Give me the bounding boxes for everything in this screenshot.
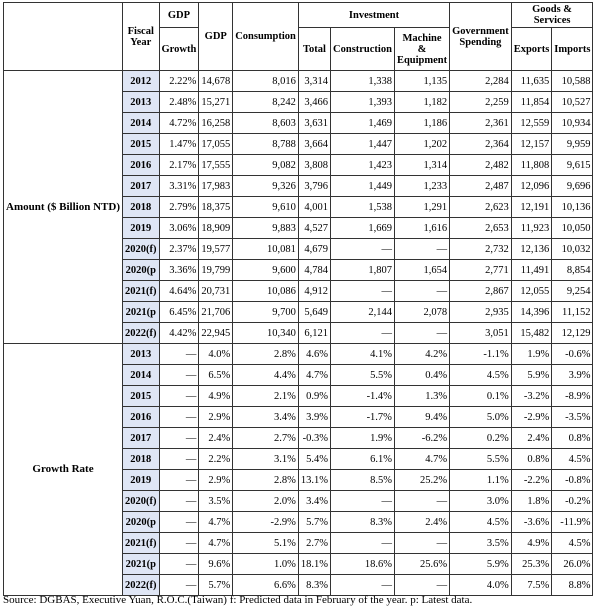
construction-cell: -1.7% [331,407,395,428]
imports-cell: 10,588 [552,71,593,92]
total-cell: 6,121 [298,323,330,344]
exports-cell: 1.9% [511,344,552,365]
imports-cell: -11.9% [552,512,593,533]
machine-cell: 1,616 [394,218,449,239]
consumption-cell: -2.9% [233,512,299,533]
gdp-cell: 18,375 [199,197,233,218]
gdp-cell: 2.2% [199,449,233,470]
exports-cell: 12,055 [511,281,552,302]
growth-cell: — [159,365,199,386]
government-cell: 5.0% [450,407,512,428]
year-cell: 2019 [123,218,160,239]
total-cell: 2.7% [298,533,330,554]
consumption-cell: 5.1% [233,533,299,554]
imports-cell: 9,696 [552,176,593,197]
machine-cell: 1,202 [394,134,449,155]
exports-cell: 11,491 [511,260,552,281]
consumption-cell: 9,610 [233,197,299,218]
gdp-amount-header: GDP [199,3,233,71]
consumption-cell: 2.7% [233,428,299,449]
imports-cell: 9,254 [552,281,593,302]
machine-cell: 25.6% [394,554,449,575]
imports-cell: -0.2% [552,491,593,512]
total-cell: 4.6% [298,344,330,365]
consumption-cell: 10,081 [233,239,299,260]
total-cell: 3,631 [298,113,330,134]
growth-cell: — [159,428,199,449]
exports-cell: 11,635 [511,71,552,92]
consumption-cell: 3.4% [233,407,299,428]
machine-cell: 1,291 [394,197,449,218]
construction-cell: — [331,239,395,260]
machine-cell: 1,186 [394,113,449,134]
construction-cell: 1,538 [331,197,395,218]
exports-cell: 11,808 [511,155,552,176]
construction-cell: — [331,575,395,596]
gdp-cell: 19,577 [199,239,233,260]
machine-cell: -6.2% [394,428,449,449]
table-row [4,344,593,365]
construction-cell: 5.5% [331,365,395,386]
fiscal-year-header: Fiscal Year [123,3,160,71]
government-cell: 3.0% [450,491,512,512]
government-cell: -1.1% [450,344,512,365]
government-cell: 2,364 [450,134,512,155]
total-cell: 3,314 [298,71,330,92]
gdp-cell: 17,555 [199,155,233,176]
government-cell: 5.9% [450,554,512,575]
consumption-cell: 2.1% [233,386,299,407]
consumption-cell: 8,603 [233,113,299,134]
exports-cell: 7.5% [511,575,552,596]
investment-header: Investment [298,3,449,28]
government-cell: 2,482 [450,155,512,176]
exports-cell: 14,396 [511,302,552,323]
government-cell: 2,259 [450,92,512,113]
year-cell: 2013 [123,344,160,365]
total-cell: -0.3% [298,428,330,449]
consumption-cell: 9,326 [233,176,299,197]
year-cell: 2014 [123,365,160,386]
construction-cell: -1.4% [331,386,395,407]
growth-rate-group-label: Growth Rate [4,344,123,596]
government-cell: 2,623 [450,197,512,218]
machine-cell: 4.2% [394,344,449,365]
construction-cell: 4.1% [331,344,395,365]
machine-cell: 4.7% [394,449,449,470]
gdp-cell: 6.5% [199,365,233,386]
imports-cell: 12,129 [552,323,593,344]
growth-header: Growth [159,28,199,71]
year-cell: 2012 [123,71,160,92]
gdp-table [3,2,593,596]
machine-cell: — [394,323,449,344]
exports-cell: 12,191 [511,197,552,218]
machine-cell: 1,182 [394,92,449,113]
consumption-cell: 9,600 [233,260,299,281]
total-cell: 3,808 [298,155,330,176]
growth-cell: 4.72% [159,113,199,134]
growth-cell: 2.17% [159,155,199,176]
government-cell: 2,653 [450,218,512,239]
government-cell: 2,771 [450,260,512,281]
consumption-cell: 8,016 [233,71,299,92]
imports-cell: -8.9% [552,386,593,407]
construction-cell: 8.5% [331,470,395,491]
growth-cell: — [159,449,199,470]
construction-cell: 1,447 [331,134,395,155]
construction-cell: 1,807 [331,260,395,281]
gdp-cell: 2.9% [199,407,233,428]
gdp-cell: 16,258 [199,113,233,134]
imports-cell: 10,032 [552,239,593,260]
imports-cell: -3.5% [552,407,593,428]
government-cell: 3,051 [450,323,512,344]
total-cell: 13.1% [298,470,330,491]
government-cell: 2,487 [450,176,512,197]
gdp-cell: 9.6% [199,554,233,575]
year-cell: 2019 [123,470,160,491]
year-cell: 2020(p [123,260,160,281]
total-cell: 3,664 [298,134,330,155]
growth-cell: — [159,470,199,491]
construction-cell: 1,423 [331,155,395,176]
exports-cell: -2.9% [511,407,552,428]
exports-header: Exports [511,28,552,71]
total-cell: 8.3% [298,575,330,596]
construction-cell: 18.6% [331,554,395,575]
year-cell: 2015 [123,386,160,407]
growth-cell: — [159,512,199,533]
growth-cell: — [159,386,199,407]
construction-cell: 8.3% [331,512,395,533]
total-cell: 3.9% [298,407,330,428]
construction-cell: 1,449 [331,176,395,197]
total-cell: 18.1% [298,554,330,575]
table-row [4,71,593,92]
year-cell: 2020(f) [123,491,160,512]
exports-cell: 4.9% [511,533,552,554]
imports-cell: 8.8% [552,575,593,596]
consumption-cell: 2.0% [233,491,299,512]
corner-cell [4,3,123,71]
growth-cell: — [159,407,199,428]
growth-cell: — [159,344,199,365]
construction-cell: — [331,281,395,302]
machine-cell: — [394,533,449,554]
imports-cell: 4.5% [552,533,593,554]
gdp-cell: 2.4% [199,428,233,449]
imports-cell: 9,959 [552,134,593,155]
government-cell: 5.5% [450,449,512,470]
year-cell: 2022(f) [123,323,160,344]
construction-cell: 2,144 [331,302,395,323]
imports-cell: 10,934 [552,113,593,134]
year-cell: 2017 [123,428,160,449]
imports-cell: 26.0% [552,554,593,575]
machine-cell: 2,078 [394,302,449,323]
year-cell: 2016 [123,155,160,176]
imports-cell: 10,050 [552,218,593,239]
consumption-cell: 2.8% [233,344,299,365]
imports-cell: 11,152 [552,302,593,323]
construction-cell: — [331,323,395,344]
growth-cell: 3.36% [159,260,199,281]
growth-cell: — [159,575,199,596]
construction-header: Construction [331,28,395,71]
gdp-cell: 5.7% [199,575,233,596]
consumption-cell: 2.8% [233,470,299,491]
total-cell: 4,912 [298,281,330,302]
government-spending-header: Government Spending [450,3,512,71]
exports-cell: 0.8% [511,449,552,470]
imports-cell: 10,527 [552,92,593,113]
growth-cell: — [159,491,199,512]
goods-services-header: Goods & Services [511,3,593,28]
year-cell: 2020(p [123,512,160,533]
growth-cell: — [159,554,199,575]
gdp-cell: 17,983 [199,176,233,197]
consumption-cell: 6.6% [233,575,299,596]
year-cell: 2021(p [123,302,160,323]
gdp-cell: 19,799 [199,260,233,281]
machine-cell: — [394,491,449,512]
government-cell: 0.1% [450,386,512,407]
consumption-cell: 9,700 [233,302,299,323]
year-cell: 2016 [123,407,160,428]
imports-cell: 9,615 [552,155,593,176]
consumption-cell: 8,788 [233,134,299,155]
consumption-cell: 3.1% [233,449,299,470]
exports-cell: 11,923 [511,218,552,239]
gdp-cell: 4.9% [199,386,233,407]
imports-cell: 0.8% [552,428,593,449]
exports-cell: 25.3% [511,554,552,575]
total-cell: 5,649 [298,302,330,323]
growth-cell: 3.06% [159,218,199,239]
government-cell: 2,732 [450,239,512,260]
imports-cell: -0.8% [552,470,593,491]
construction-cell: 1.9% [331,428,395,449]
consumption-cell: 1.0% [233,554,299,575]
total-header: Total [298,28,330,71]
gdp-cell: 3.5% [199,491,233,512]
total-cell: 0.9% [298,386,330,407]
exports-cell: 12,136 [511,239,552,260]
gdp-cell: 22,945 [199,323,233,344]
growth-cell: 4.64% [159,281,199,302]
machine-cell: 0.4% [394,365,449,386]
amount-group-label: Amount ($ Billion NTD) [4,71,123,344]
imports-cell: 3.9% [552,365,593,386]
year-cell: 2018 [123,197,160,218]
exports-cell: 12,559 [511,113,552,134]
total-cell: 4,679 [298,239,330,260]
construction-cell: — [331,491,395,512]
government-cell: 2,284 [450,71,512,92]
year-cell: 2018 [123,449,160,470]
consumption-cell: 10,340 [233,323,299,344]
year-cell: 2021(f) [123,533,160,554]
machine-cell: — [394,239,449,260]
gdp-cell: 4.7% [199,512,233,533]
consumption-cell: 9,082 [233,155,299,176]
exports-cell: -3.6% [511,512,552,533]
year-cell: 2013 [123,92,160,113]
gdp-cell: 17,055 [199,134,233,155]
growth-cell: 2.37% [159,239,199,260]
total-cell: 4,001 [298,197,330,218]
year-cell: 2014 [123,113,160,134]
government-cell: 0.2% [450,428,512,449]
machine-cell: 2.4% [394,512,449,533]
exports-cell: 12,096 [511,176,552,197]
gdp-cell: 14,678 [199,71,233,92]
gdp-cell: 4.0% [199,344,233,365]
growth-cell: 2.48% [159,92,199,113]
header-row-1 [4,3,593,28]
year-cell: 2015 [123,134,160,155]
government-cell: 4.5% [450,512,512,533]
consumption-cell: 8,242 [233,92,299,113]
total-cell: 3,466 [298,92,330,113]
exports-cell: -3.2% [511,386,552,407]
total-cell: 3.4% [298,491,330,512]
imports-header: Imports [552,28,593,71]
machine-cell: 1,135 [394,71,449,92]
government-cell: 2,361 [450,113,512,134]
machine-cell: 1,233 [394,176,449,197]
construction-cell: — [331,533,395,554]
construction-cell: 6.1% [331,449,395,470]
gdp-cell: 20,731 [199,281,233,302]
growth-cell: — [159,533,199,554]
gdp-cell: 18,909 [199,218,233,239]
machine-equipment-header: Machine & Equipment [394,28,449,71]
government-cell: 4.5% [450,365,512,386]
machine-cell: 25.2% [394,470,449,491]
year-cell: 2017 [123,176,160,197]
gdp-cell: 15,271 [199,92,233,113]
machine-cell: — [394,281,449,302]
growth-cell: 3.31% [159,176,199,197]
construction-cell: 1,338 [331,71,395,92]
government-cell: 2,935 [450,302,512,323]
gdp-cell: 2.9% [199,470,233,491]
total-cell: 5.7% [298,512,330,533]
consumption-cell: 9,883 [233,218,299,239]
government-cell: 2,867 [450,281,512,302]
exports-cell: 1.8% [511,491,552,512]
total-cell: 4,784 [298,260,330,281]
total-cell: 3,796 [298,176,330,197]
consumption-cell: 4.4% [233,365,299,386]
government-cell: 4.0% [450,575,512,596]
year-cell: 2021(p [123,554,160,575]
year-cell: 2021(f) [123,281,160,302]
machine-cell: — [394,575,449,596]
imports-cell: 8,854 [552,260,593,281]
machine-cell: 1,314 [394,155,449,176]
exports-cell: 2.4% [511,428,552,449]
machine-cell: 9.4% [394,407,449,428]
consumption-cell: 10,086 [233,281,299,302]
total-cell: 4.7% [298,365,330,386]
year-cell: 2020(f) [123,239,160,260]
construction-cell: 1,469 [331,113,395,134]
government-cell: 1.1% [450,470,512,491]
growth-cell: 1.47% [159,134,199,155]
exports-cell: 12,157 [511,134,552,155]
exports-cell: 5.9% [511,365,552,386]
imports-cell: 10,136 [552,197,593,218]
source-note: Source: DGBAS, Executive Yuan, R.O.C.(Taiwan) f: Predicted data in February of the year. p: Latest data. [3,594,473,606]
imports-cell: 4.5% [552,449,593,470]
growth-cell: 2.22% [159,71,199,92]
exports-cell: -2.2% [511,470,552,491]
gdp-cell: 21,706 [199,302,233,323]
machine-cell: 1,654 [394,260,449,281]
imports-cell: -0.6% [552,344,593,365]
construction-cell: 1,393 [331,92,395,113]
consumption-header: Consumption [233,3,299,71]
total-cell: 5.4% [298,449,330,470]
construction-cell: 1,669 [331,218,395,239]
gdp-header: GDP [159,3,199,28]
growth-cell: 4.42% [159,323,199,344]
machine-cell: 1.3% [394,386,449,407]
government-cell: 3.5% [450,533,512,554]
exports-cell: 11,854 [511,92,552,113]
growth-cell: 2.79% [159,197,199,218]
year-cell: 2022(f) [123,575,160,596]
exports-cell: 15,482 [511,323,552,344]
gdp-cell: 4.7% [199,533,233,554]
growth-cell: 6.45% [159,302,199,323]
total-cell: 4,527 [298,218,330,239]
